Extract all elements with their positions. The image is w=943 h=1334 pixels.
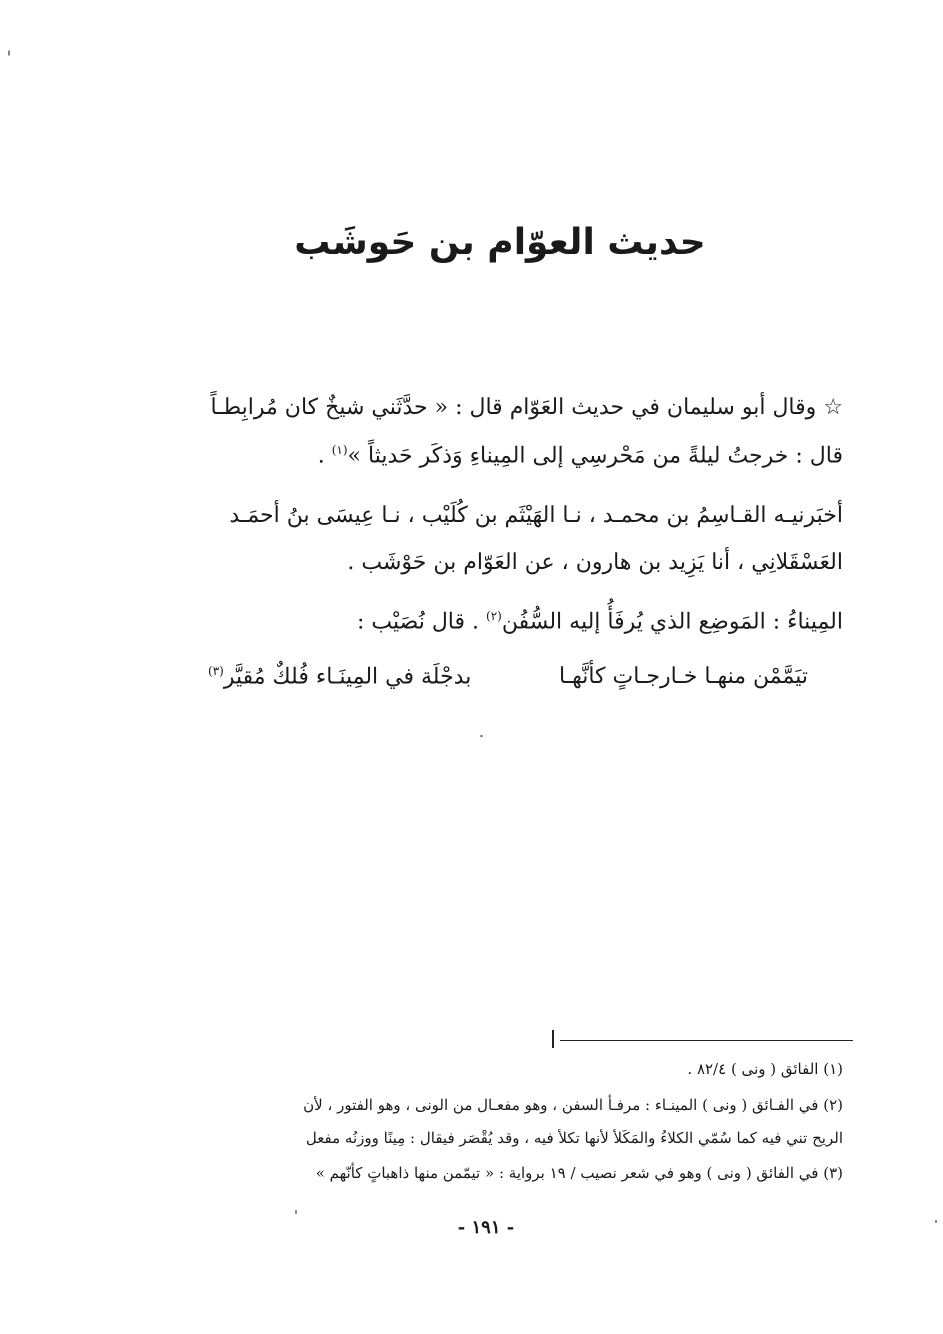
body-line-text: المِيناءُ : المَوضِع الذي يُرفَأُ إليه السُّفُن bbox=[501, 609, 843, 635]
verse-second-hemistich bbox=[208, 664, 471, 689]
footnote-ref: (١) bbox=[331, 443, 348, 457]
scan-speck bbox=[8, 50, 10, 56]
page-number: - ١٩١ - bbox=[457, 1217, 515, 1238]
scan-speck bbox=[480, 735, 483, 737]
poetry-verse bbox=[208, 664, 808, 689]
footnote-ref: (٢) bbox=[486, 609, 502, 623]
footnote: (١) الفائق ( ونى ) ٨٢/٤ . bbox=[687, 1060, 843, 1078]
footnote: (٢) في الفـائق ( ونى ) المينـاء : مرفـأ السفن ، وهو مفعـال من الونى ، وهو الفتور ، لأن bbox=[303, 1096, 843, 1114]
footnote-ref: (٣) bbox=[208, 664, 224, 678]
scan-speck bbox=[935, 1220, 937, 1223]
sentence-end: . bbox=[317, 443, 325, 469]
page-title: حديث العوّام بن حَوشَب bbox=[294, 222, 706, 263]
body-line: العَسْقَلانِي ، أنا يَزِيد بن هارون ، عن العَوّام بن حَوْشَب . bbox=[347, 550, 843, 575]
body-line bbox=[318, 444, 843, 467]
verse-first-hemistich: تيَمَّمْن منهـا خـارجـاتٍ كأنَّهـا bbox=[558, 664, 808, 689]
scan-speck bbox=[295, 1210, 297, 1214]
body-line-text: قال : خرجتُ ليلةً من مَحْرسِي إلى المِيناءِ وَذكَر حَديثاً » bbox=[347, 443, 843, 469]
footnote-separator bbox=[560, 1040, 853, 1041]
body-line: أخبَرنيـه القـاسِمُ بن محمـد ، نـا الهَيْثَم بن كُلَيْب ، نـا عِيسَى بنُ أحمَـد bbox=[229, 503, 843, 528]
body-line: ☆ وقال أبو سليمان في حديث العَوّام قال : « حدَّثَني شيخٌ كان مُرابِطـاً bbox=[210, 395, 843, 420]
footnote: الريح تني فيه كما سُمّي الكلاءُ والمَكَلأ لأنها تكلأ فيه ، وقد يُقْصَر فيقال : مِينًا ووزنُه مفعل bbox=[305, 1129, 843, 1147]
footnote-separator-tick bbox=[552, 1030, 554, 1048]
body-line-text: . قال نُصَيْب : bbox=[356, 609, 480, 635]
body-line bbox=[357, 610, 843, 633]
footnote: (٣) في الفائق ( ونى ) وهو في شعر نصيب / ١٩ برواية : « تيمّمن منها ذاهباتٍ كأنّهم » bbox=[315, 1164, 843, 1182]
verse-second-text: بدجْلَة في المِينَـاء فُلكٌ مُقيَّر bbox=[223, 664, 472, 690]
